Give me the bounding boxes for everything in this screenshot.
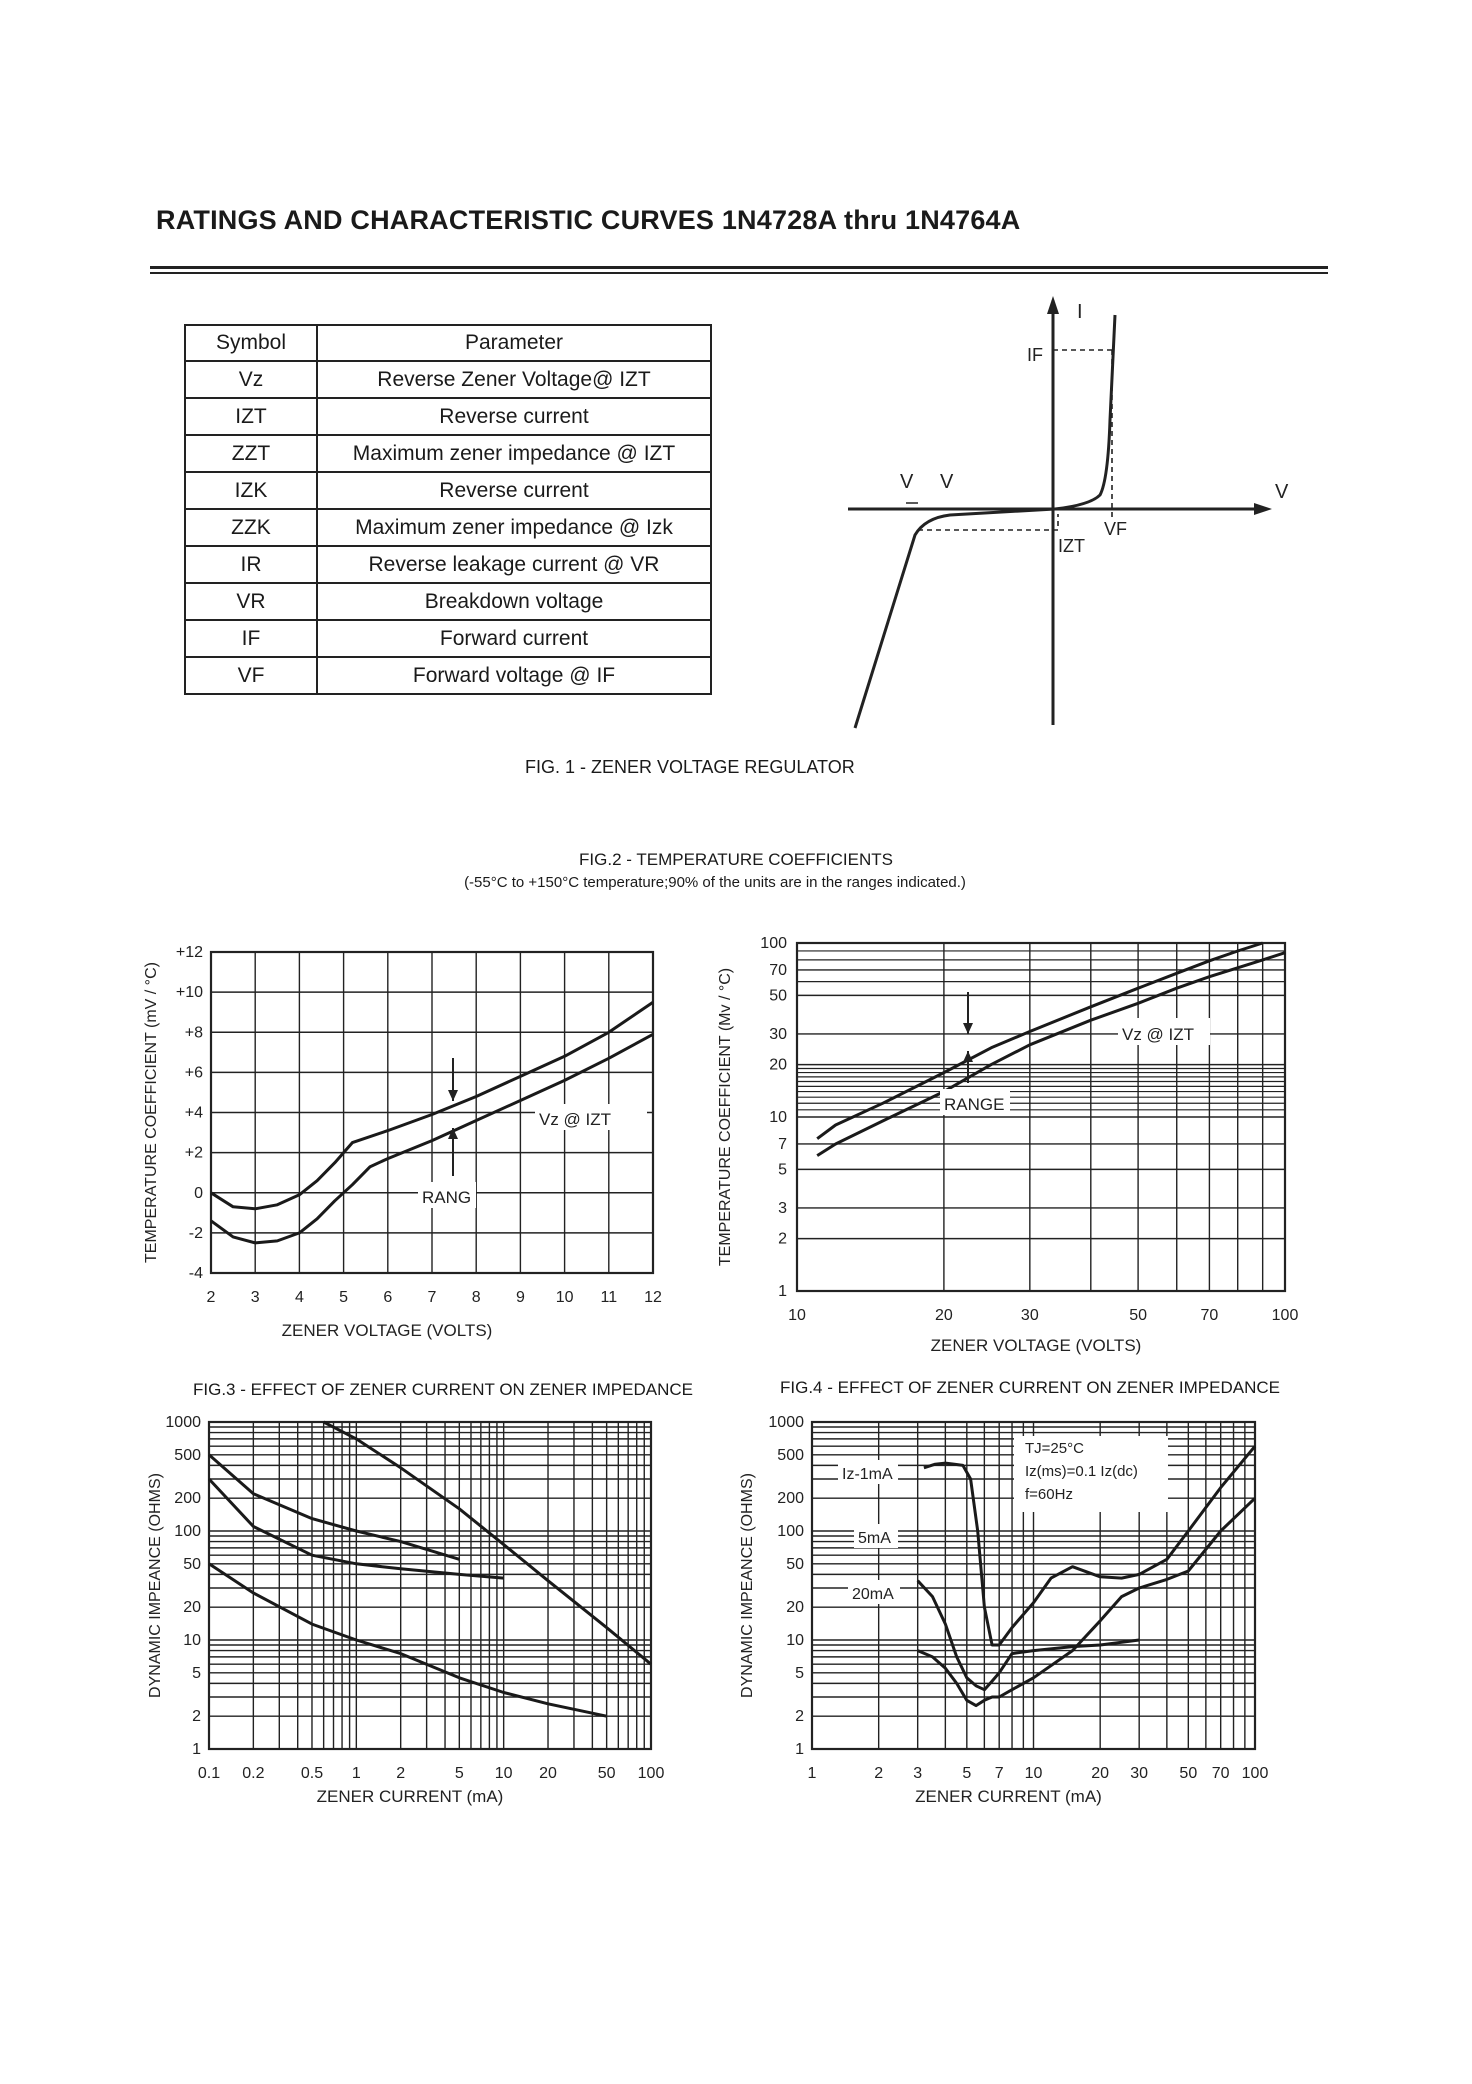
- parameter-cell: Forward voltage @ IF: [317, 657, 711, 694]
- x-tick-label: 100: [1241, 1765, 1269, 1782]
- condition-tj: TJ=25°C: [1025, 1440, 1084, 1457]
- parameter-cell: Reverse current: [317, 398, 711, 435]
- y-tick-label: 1: [778, 1283, 787, 1300]
- y-tick-label: 20: [769, 1056, 787, 1074]
- y-tick-label: 50: [183, 1555, 201, 1573]
- v-label-1: V: [900, 471, 914, 493]
- y-tick-label: 2: [192, 1708, 201, 1726]
- y-tick-label: 10: [183, 1632, 201, 1649]
- y-tick-label: 50: [769, 987, 787, 1005]
- plot-frame: [209, 1422, 651, 1749]
- parameter-cell: Maximum zener impedance @ Izk: [317, 509, 711, 546]
- y-axis-label: DYNAMIC IMPEANCE (OHMS): [739, 1473, 756, 1698]
- y-tick-label: 100: [760, 935, 787, 952]
- x-axis-label: ZENER CURRENT (mA): [316, 1787, 504, 1806]
- y-tick-label: -4: [188, 1265, 203, 1282]
- y-tick-label: 5: [778, 1161, 787, 1179]
- parameter-cell: Reverse Zener Voltage@ IZT: [317, 361, 711, 398]
- y-tick-label: 7: [778, 1135, 787, 1153]
- range-arrow-down-head: [963, 1023, 973, 1034]
- y-tick-label: 100: [777, 1523, 804, 1540]
- x-tick-label: 5: [962, 1765, 972, 1782]
- annotation-range: RANG: [422, 1188, 472, 1207]
- x-tick-label: 100: [637, 1765, 665, 1782]
- chart-fig2b: [717, 935, 1298, 1355]
- symbol-cell: ZZK: [185, 509, 317, 546]
- symbol-cell: VF: [185, 657, 317, 694]
- symbol-cell: IZT: [185, 398, 317, 435]
- i-axis-label: I: [1077, 301, 1083, 323]
- symbol-cell: ZZT: [185, 435, 317, 472]
- x-tick-label: 8: [471, 1289, 481, 1306]
- vf-label: VF: [1104, 519, 1128, 539]
- fig1-caption: FIG. 1 - ZENER VOLTAGE REGULATOR: [525, 757, 855, 777]
- y-tick-label: 1000: [768, 1414, 804, 1431]
- y-tick-label: 1: [192, 1741, 201, 1758]
- x-tick-label: 11: [600, 1289, 618, 1306]
- y-tick-label: +6: [184, 1064, 203, 1082]
- x-axis-label: ZENER VOLTAGE (VOLTS): [930, 1336, 1142, 1355]
- izt-label: IZT: [1058, 536, 1085, 556]
- annotation-20ma: 20mA: [852, 1586, 894, 1603]
- parameter-cell: Reverse current: [317, 472, 711, 509]
- y-axis-label: TEMPERATURE COEFFICIENT (Mv / °C): [717, 967, 734, 1267]
- annotation-5ma: 5mA: [858, 1530, 891, 1547]
- fig2-subcaption: (-55°C to +150°C temperature;90% of the units are in the ranges indicated.): [464, 874, 966, 891]
- y-tick-label: 2: [795, 1708, 804, 1726]
- symbol-cell: IZK: [185, 472, 317, 509]
- y-tick-label: +10: [175, 984, 203, 1002]
- y-tick-label: 100: [174, 1523, 201, 1540]
- annotation-vz-izt: Vz @ IZT: [539, 1110, 612, 1129]
- x-axis-label: ZENER CURRENT (mA): [915, 1787, 1102, 1806]
- fig4-caption: FIG.4 - EFFECT OF ZENER CURRENT ON ZENER IMPEDANCE: [780, 1378, 1280, 1397]
- annotation-1ma: Iz-1mA: [842, 1466, 893, 1483]
- v-axis-label: V: [1275, 481, 1289, 503]
- y-tick-label: -2: [188, 1224, 203, 1242]
- y-tick-label: 2: [778, 1230, 787, 1248]
- y-tick-label: +12: [175, 944, 203, 961]
- table-header-symbol: Symbol: [185, 325, 317, 361]
- symbol-cell: Vz: [185, 361, 317, 398]
- parameter-cell: Breakdown voltage: [317, 583, 711, 620]
- fig3-caption: FIG.3 - EFFECT OF ZENER CURRENT ON ZENER IMPEDANCE: [193, 1380, 693, 1399]
- symbol-cell: IF: [185, 620, 317, 657]
- y-tick-label: 200: [777, 1490, 804, 1508]
- x-tick-label: 5: [454, 1765, 464, 1782]
- y-tick-label: 50: [786, 1555, 804, 1573]
- y-tick-label: 5: [192, 1664, 201, 1682]
- x-tick-label: 20: [1091, 1765, 1110, 1782]
- x-axis-label: ZENER VOLTAGE (VOLTS): [281, 1321, 493, 1340]
- series-line: [324, 1422, 651, 1664]
- x-tick-label: 3: [250, 1289, 260, 1306]
- x-tick-label: 4: [294, 1289, 304, 1306]
- fig2-caption: FIG.2 - TEMPERATURE COEFFICIENTS: [579, 850, 893, 869]
- x-tick-label: 0.1: [197, 1765, 221, 1782]
- y-tick-label: 30: [769, 1025, 787, 1043]
- series-line: [918, 1498, 1255, 1705]
- x-tick-label: 50: [1129, 1307, 1147, 1324]
- x-tick-label: 2: [396, 1765, 406, 1782]
- x-tick-label: 30: [1130, 1765, 1149, 1782]
- x-tick-label: 50: [1179, 1765, 1198, 1782]
- x-tick-label: 2: [874, 1765, 884, 1782]
- x-tick-label: 50: [597, 1765, 616, 1782]
- x-tick-label: 6: [383, 1289, 393, 1306]
- parameter-cell: Maximum zener impedance @ IZT: [317, 435, 711, 472]
- x-tick-label: 9: [515, 1289, 525, 1306]
- y-tick-label: 0: [194, 1184, 203, 1202]
- annotation-vz-izt: Vz @ IZT: [1122, 1025, 1195, 1044]
- y-tick-label: 200: [174, 1490, 201, 1508]
- x-tick-label: 2: [206, 1289, 216, 1306]
- chart-fig2a: [143, 944, 662, 1340]
- x-tick-label: 100: [1271, 1307, 1299, 1324]
- y-tick-label: 3: [778, 1199, 787, 1217]
- x-tick-label: 7: [427, 1289, 437, 1306]
- y-tick-label: 10: [769, 1109, 787, 1126]
- symbol-cell: VR: [185, 583, 317, 620]
- x-tick-label: 0.5: [300, 1765, 324, 1782]
- y-tick-label: 500: [777, 1446, 804, 1464]
- annotation-range: RANGE: [944, 1095, 1005, 1114]
- x-tick-label: 3: [913, 1765, 923, 1782]
- y-tick-label: 1000: [165, 1414, 201, 1431]
- x-tick-label: 1: [807, 1765, 817, 1782]
- x-tick-label: 70: [1200, 1307, 1219, 1324]
- y-tick-label: 70: [769, 961, 787, 979]
- parameter-cell: Reverse leakage current @ VR: [317, 546, 711, 583]
- chart-fig3: [147, 1414, 664, 1806]
- x-tick-label: 10: [1024, 1765, 1043, 1782]
- y-tick-label: 20: [786, 1599, 804, 1617]
- x-tick-label: 7: [994, 1765, 1004, 1782]
- x-tick-label: 20: [935, 1307, 953, 1324]
- condition-f: f=60Hz: [1025, 1486, 1073, 1503]
- chart-fig4: [739, 1414, 1268, 1806]
- y-tick-label: +4: [184, 1104, 203, 1122]
- x-tick-label: 12: [644, 1289, 662, 1306]
- x-tick-label: 20: [539, 1765, 557, 1782]
- x-tick-label: 10: [555, 1289, 574, 1306]
- if-label: IF: [1027, 345, 1043, 365]
- y-tick-label: 20: [183, 1599, 201, 1617]
- y-axis-label: TEMPERATURE COEFFICIENT (mV / °C): [143, 962, 160, 1263]
- y-tick-label: 5: [795, 1664, 804, 1682]
- series-line: [817, 953, 1285, 1156]
- x-tick-label: 10: [494, 1765, 513, 1782]
- x-tick-label: 30: [1020, 1307, 1039, 1324]
- table-header-parameter: Parameter: [317, 325, 711, 361]
- y-tick-label: 500: [174, 1446, 201, 1464]
- y-tick-label: +2: [184, 1144, 203, 1162]
- x-tick-label: 70: [1211, 1765, 1230, 1782]
- condition-iz: Iz(ms)=0.1 Iz(dc): [1025, 1463, 1138, 1480]
- y-tick-label: 10: [786, 1632, 804, 1649]
- parameter-cell: Forward current: [317, 620, 711, 657]
- symbol-cell: IR: [185, 546, 317, 583]
- v-label-2: V: [940, 471, 954, 493]
- x-tick-label: 0.2: [242, 1765, 265, 1782]
- y-tick-label: +8: [184, 1024, 203, 1042]
- range-arrow-down-head: [448, 1090, 458, 1101]
- x-tick-label: 5: [339, 1289, 349, 1306]
- x-tick-label: 1: [351, 1765, 361, 1782]
- y-axis-label: DYNAMIC IMPEANCE (OHMS): [147, 1473, 164, 1698]
- y-tick-label: 1: [795, 1741, 804, 1758]
- x-tick-label: 10: [788, 1307, 806, 1324]
- page-title: RATINGS AND CHARACTERISTIC CURVES 1N4728A thru 1N4764A: [156, 205, 1021, 235]
